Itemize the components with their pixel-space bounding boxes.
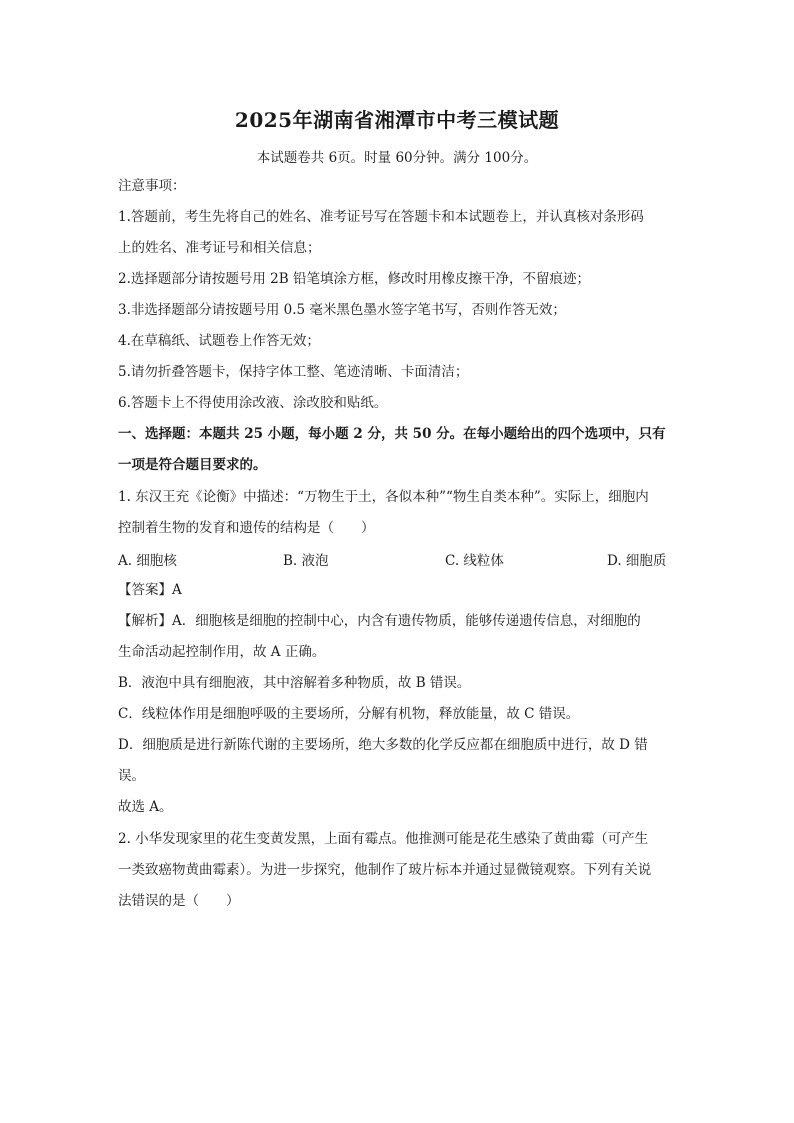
section-heading-cont: 一项是符合题目要求的。 bbox=[118, 457, 267, 473]
note-line: 上的姓名、准考证号和相关信息； bbox=[118, 240, 321, 256]
note-line: 2.选择题部分请按题号用 2B 铅笔填涂方框，修改时用橡皮擦干净，不留痕迹； bbox=[118, 271, 590, 287]
analysis-line: B．液泡中具有细胞液，其中溶解着多种物质，故 B 错误。 bbox=[118, 675, 471, 691]
question-1-stem: 1. 东汉王充《论衡》中描述：“万物生于土，各似本种”“物生自类本种”。实际上，细胞内 bbox=[118, 489, 649, 505]
question-1-option-a: A. 细胞核 bbox=[118, 553, 177, 569]
notes-heading: 注意事项： bbox=[118, 178, 186, 194]
analysis-line: 误。 bbox=[118, 768, 145, 784]
note-line: 3.非选择题部分请按题号用 0.5 毫米黑色墨水签字笔书写，否则作答无效； bbox=[118, 302, 566, 318]
section-heading: 一、选择题：本题共 25 小题，每小题 2 分，共 50 分。在每小题给出的四个选项中，只有 bbox=[118, 426, 666, 442]
note-line: 5.请勿折叠答题卡，保持字体工整、笔迹清晰、卡面清洁； bbox=[118, 364, 469, 380]
question-1-option-d: D. 细胞质 bbox=[607, 553, 667, 569]
exam-info: 本试题卷共 6页。时量 60分钟。满分 100分。 bbox=[256, 150, 538, 166]
note-line: 4.在草稿纸、试题卷上作答无效； bbox=[118, 333, 320, 349]
note-line: 1.答题前，考生先将自己的姓名、准考证号写在答题卡和本试题卷上，并认真核对条形码 bbox=[118, 209, 644, 225]
analysis-line: D．细胞质是进行新陈代谢的主要场所，绝大多数的化学反应都在细胞质中进行，故 D 错 bbox=[118, 737, 648, 753]
analysis-line: C．线粒体作用是细胞呼吸的主要场所，分解有机物，释放能量，故 C 错误。 bbox=[118, 706, 580, 722]
analysis-line: 生命活动起控制作用，故 A 正确。 bbox=[118, 644, 326, 660]
question-1-option-b: B. 液泡 bbox=[283, 553, 329, 569]
analysis-conclusion: 故选 A。 bbox=[118, 799, 173, 815]
question-2-stem-cont: 一类致癌物黄曲霉素）。为进一步探究，他制作了玻片标本并通过显微镜观察。下列有关说 bbox=[118, 862, 652, 878]
note-line: 6.答题卡上不得使用涂改液、涂改胶和贴纸。 bbox=[118, 395, 388, 411]
question-2-stem: 2. 小华发现家里的花生变黄发黑，上面有霉点。他推测可能是花生感染了黄曲霉（可产生 bbox=[118, 831, 649, 847]
analysis-line: 【解析】A．细胞核是细胞的控制中心，内含有遗传物质，能够传递遗传信息，对细胞的 bbox=[118, 613, 641, 629]
question-1-stem-cont: 控制着生物的发育和遗传的结构是（ ） bbox=[118, 520, 375, 536]
question-1-option-c: C. 线粒体 bbox=[445, 553, 504, 569]
page-title: 2025年湖南省湘潭市中考三模试题 bbox=[234, 108, 560, 132]
question-2-stem-cont: 法错误的是（ ） bbox=[118, 893, 240, 909]
question-1-answer: 【答案】A bbox=[118, 582, 182, 598]
